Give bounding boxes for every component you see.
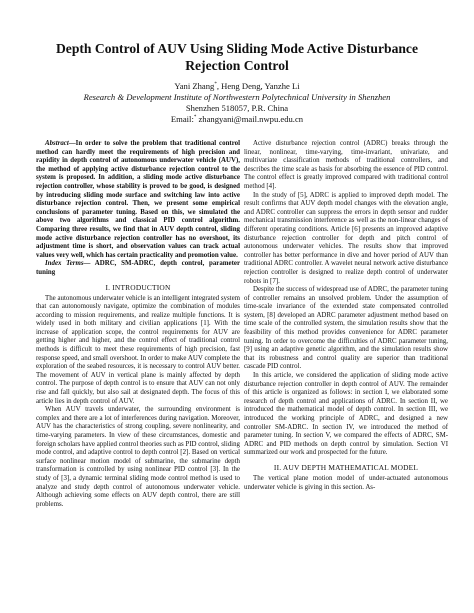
abstract-lead: Abstract xyxy=(45,140,69,147)
paragraph: In the study of [5], ADRC is applied to improved depth model. The result confirms that AUV depth model changes with the elevation angle, and ADRC controller can suppress the errors in depth sensor and rudder mechanical transmission interference as well as the non-linear changes of different operating conditions. Article [6] presents an improved adaptive disturbance rejection controller for depth and pitch control of autonomous underwater vehicles. The results show that improved controller has better performance in dive and hover period of AUV than traditional ADRC controller. A wavelet neural network active disturbance rejection controller is designed to realize depth control of underwater robots in [7]. xyxy=(244,191,448,285)
paper-title xyxy=(40,40,434,74)
author-block xyxy=(40,81,434,125)
index-terms-lead: Index Terms xyxy=(45,260,84,268)
author-names xyxy=(40,81,434,92)
paragraph: The autonomous underwater vehicle is an intelligent integrated system that can autonomously navigate, optimize the combination of modules according to mission requirements, and realize multiple functions. It is widely used in both military and civilian applications [1]. With the increase of application scope, the control requirements for AUV are getting higher and higher, and the control effect of traditional control methods is difficult to meet these requirements of high precision, fast response speed, and small overshoot. In order to make AUV complete the exploration of the seabed resources, it is necessary to control AUV better. The movement of AUV in vertical plane is mainly affected by depth control. The purpose of depth control is to ensure that AUV can not only rise and fall quickly, but also sail at designated depth. The focus of this article lies in depth control of AUV. xyxy=(36,294,240,405)
email-mark: * xyxy=(193,115,197,121)
section-heading-introduction: I. INTRODUCTION xyxy=(105,282,171,292)
email-line xyxy=(40,114,434,125)
city-line: Shenzhen 518057, P.R. China xyxy=(185,103,289,113)
right-column xyxy=(244,140,448,492)
left-column xyxy=(36,140,240,509)
paragraph: Active disturbance rejection control (ADRC) breaks through the linear, nonlinear, time-varying, time-invariant, univariate, and multivariate classification methods of traditional controllers, and describes the time scale as basis for absorbing the essence of PID control. The control effect is greatly improved compared with traditional control method [4]. xyxy=(244,140,448,190)
corresponding-mark: * xyxy=(214,82,217,88)
paragraph: Despite the success of widespread use of ADRC, the parameter tuning of controller remains an unsolved problem. Under the assumption of time-scale invariance of the extended state compensated controlled system, [8] developed an ADRC parameter adjustment method based on time scale of the controlled system, the simulation results show that the feasibility of this method provides convenience for ADRC parameter tuning. In order to overcome the difficulties of ADRC parameter tuning, [9] using an adaptive genetic algorithm, and the simulation results show that its robustness and control quality are superior than traditional cascade PID control. xyxy=(244,286,448,371)
abstract xyxy=(36,140,240,260)
paragraph: When AUV travels underwater, the surrounding environment is complex and there are a lot of interferences during navigation. Moreover, AUV has the characteristics of strong coupling, severe nonlinearity, and time-varying parameters. In view of these circumstances, domestic and foreign scholars have applied control theories such as PID control, sliding mode control, and adaptive control to depth control [2]. Based on vertical surface nonlinear motion model of submarine, the submarine depth transformation is controlled by using nonlinear PID control [3]. In the study of [3], a dynamic terminal sliding mode control method is used to analyze and study depth control of autonomous underwater vehicle. Although achieving some effects on AUV depth control, there are still problems. xyxy=(36,406,240,508)
email-address[interactable]: zhangyani@mail.nwpu.edu.cn xyxy=(196,114,304,124)
paragraph: The vertical plane motion model of under-actuated autonomous underwater vehicle is giving in this section. As- xyxy=(244,474,448,491)
email-label: Email: xyxy=(170,114,194,124)
affiliation: Research & Development Institute of Northwestern Polytechnical University in Shenzhen xyxy=(83,92,391,102)
index-terms-text: — ADRC, SM-ADRC, depth control, parameter tuning xyxy=(36,260,241,276)
paper-title-line-2: Rejection Control xyxy=(185,58,289,73)
first-author: Yani Zhang xyxy=(174,81,215,91)
index-terms xyxy=(36,260,240,277)
paper-title-line-1: Depth Control of AUV Using Sliding Mode Active Disturbance xyxy=(55,41,419,56)
paragraph: In this article, we considered the application of sliding mode active disturbance rejection controller in depth control of AUV. The remainder of this article is organized as follows: in section I, we elaborated some research of depth control and applications of ADRC. In section II, we introduced the mathematical model of depth control. In section III, we introduced the working principle of ADRC, and designed a new controller SM-ADRC. In section IV, we introduced the method of parameter tuning. In section V, we compared the effects of ADRC, SM-ADRC and PID methods on depth control by simulation. Section VI summarized our work and prospected for the future. xyxy=(244,372,448,457)
abstract-text: —In order to solve the problem that traditional control method can hardly meet the requirements of high precision and rapidity in depth control of autonomous underwater vehicle (AUV), the method of applying active disturbance rejection control to the system is proposed. In addition, a sliding mode active disturbance rejection controller, whose stability is proved to be good, is designed by introducing sliding mode surface and switching law into active disturbance rejection control. Then, we present some empirical conclusions of parameter tuning. Based on this, we simulated the above two algorithms and classical PID control algorithm. Comparing three results, we find that in AUV depth control, sliding mode active disturbance rejection controller has no overshoot, its adjustment time is short, and observation values can track actual values very well, which has certain practicality and promotion value. xyxy=(36,140,240,259)
section-heading-model: II. AUV DEPTH MATHEMATICAL MODEL xyxy=(273,462,419,472)
co-authors: , Heng Deng, Yanzhe Li xyxy=(216,81,300,91)
